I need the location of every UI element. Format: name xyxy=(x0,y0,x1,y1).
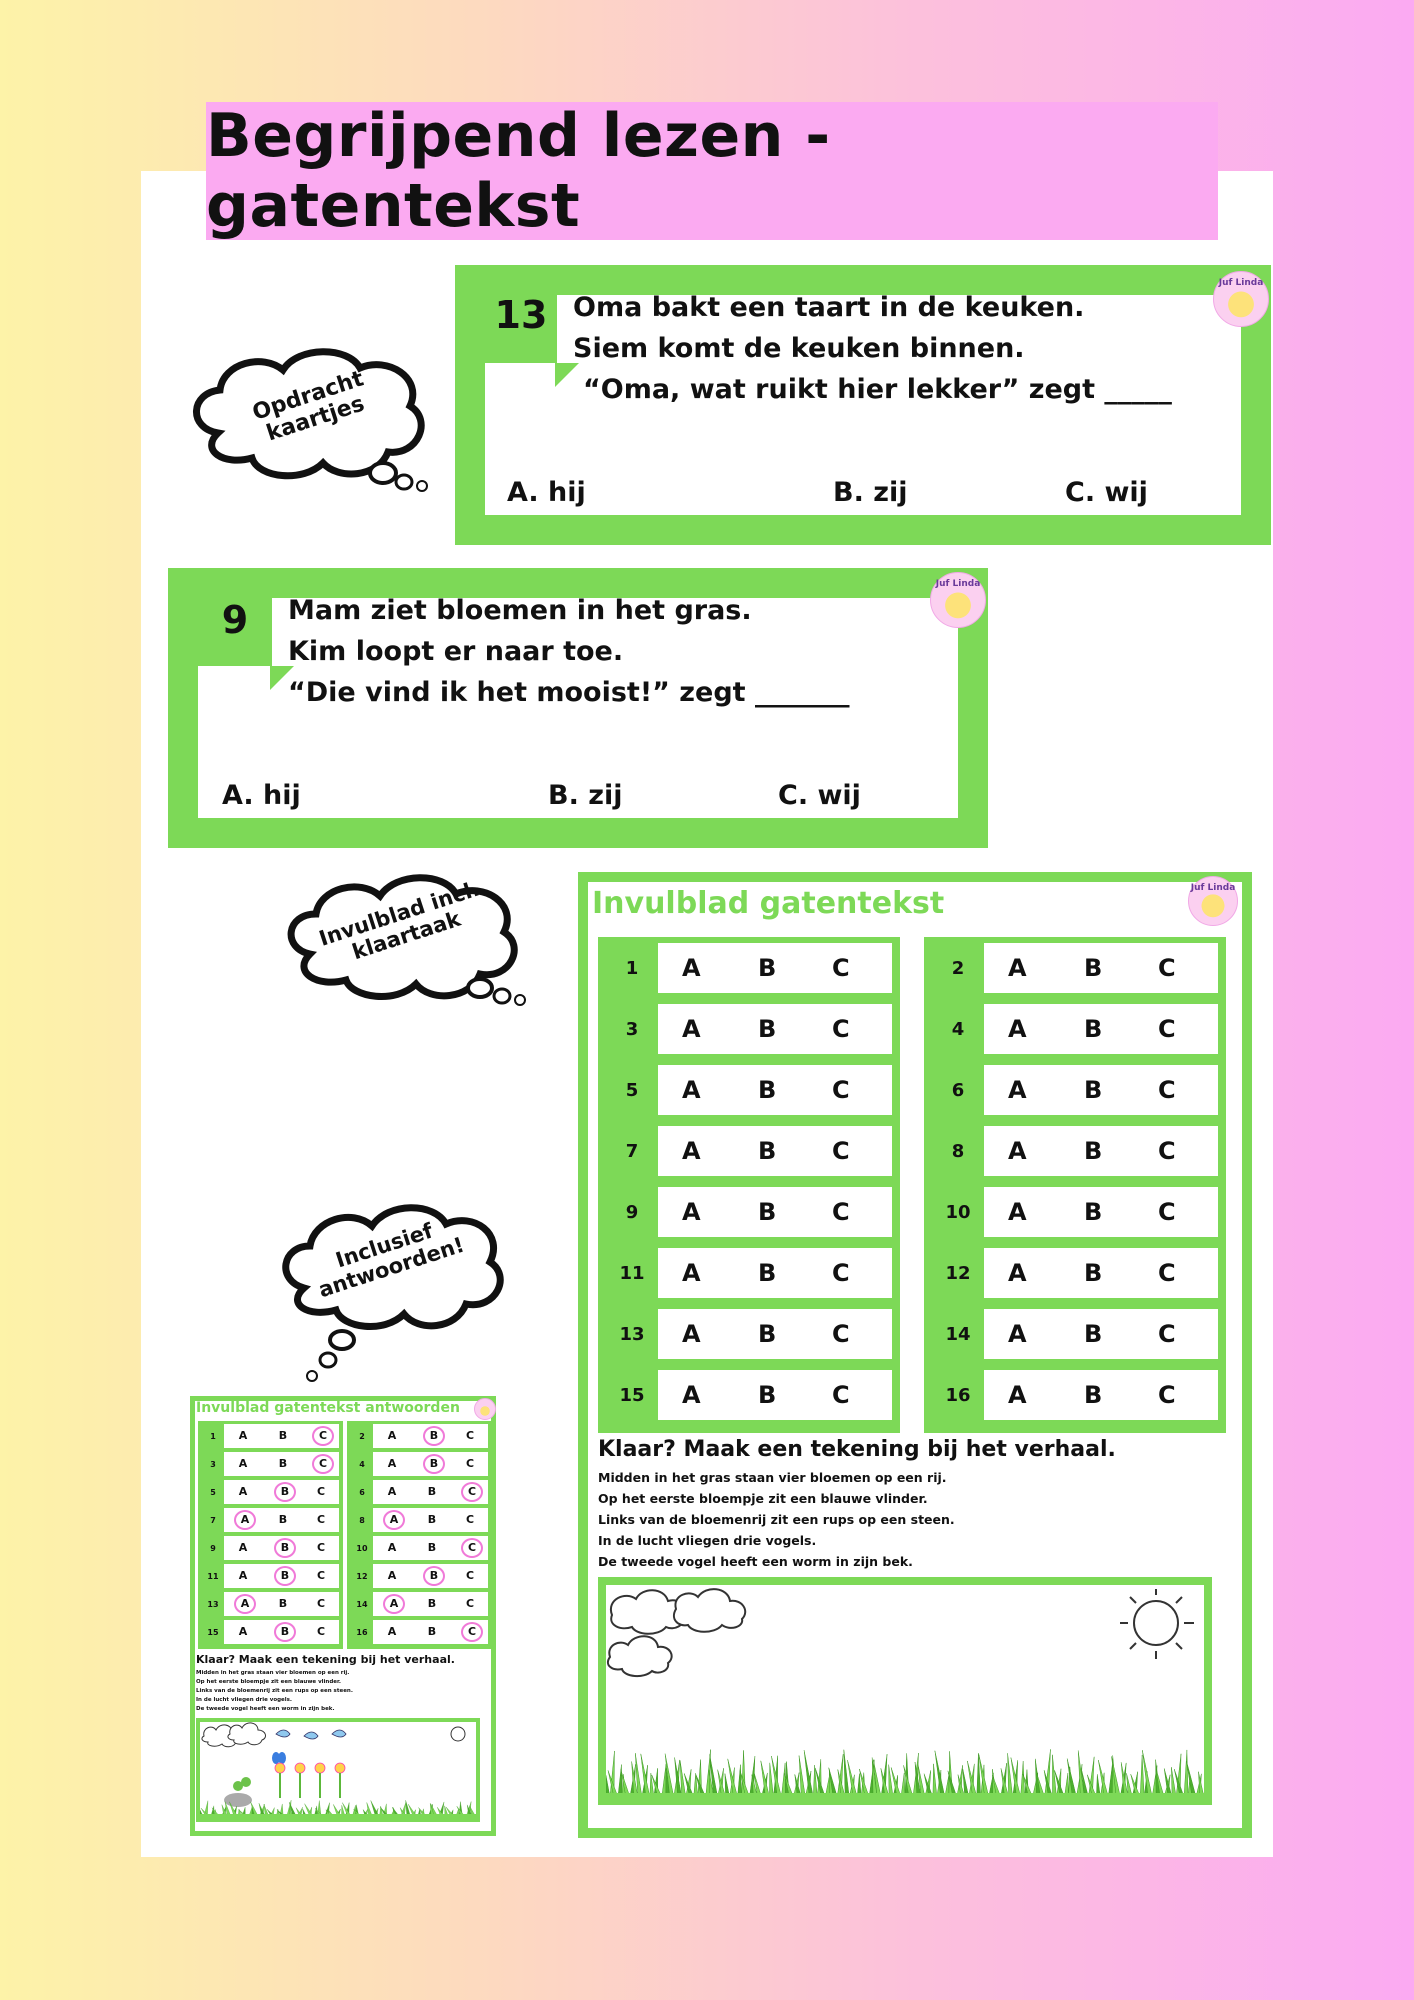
correct-answer: A xyxy=(234,1594,256,1614)
choice-c[interactable]: C xyxy=(1158,1076,1176,1104)
choice-a: A xyxy=(238,1457,248,1470)
choice-b[interactable]: B xyxy=(1084,1198,1103,1226)
answer-row[interactable] xyxy=(606,1004,892,1054)
grid-column-odd xyxy=(598,937,900,1433)
choice-a: A xyxy=(387,1485,397,1498)
choice-c: C xyxy=(465,1457,475,1470)
choice-a[interactable]: A xyxy=(682,954,701,982)
choice-a[interactable]: A xyxy=(1008,1381,1027,1409)
choice-a: A xyxy=(238,1429,248,1442)
card-line-3: “Oma, wat ruikt hier lekker” zegt _____ xyxy=(583,374,1172,405)
choice-c[interactable]: C xyxy=(1158,1259,1176,1287)
question-number: 9 xyxy=(606,1187,658,1237)
question-number: 5 xyxy=(606,1065,658,1115)
answer-row[interactable] xyxy=(932,1309,1218,1359)
choice-a[interactable]: A xyxy=(682,1015,701,1043)
answer-row[interactable] xyxy=(606,1065,892,1115)
choice-c[interactable]: C xyxy=(832,1198,850,1226)
choice-b[interactable]: B xyxy=(758,1076,777,1104)
answer-key-row xyxy=(202,1564,339,1588)
answer-row[interactable] xyxy=(932,1065,1218,1115)
question-number: 14 xyxy=(932,1309,984,1359)
cloud-label: Inclusief antwoorden! xyxy=(315,1218,468,1303)
card-line-2: Siem komt de keuken binnen. xyxy=(573,333,1025,364)
choice-c: C xyxy=(465,1513,475,1526)
choice-c[interactable]: C xyxy=(1158,1137,1176,1165)
choice-a[interactable]: A xyxy=(682,1137,701,1165)
question-number: 10 xyxy=(932,1187,984,1237)
answer-row[interactable] xyxy=(606,1370,892,1420)
question-number: 3 xyxy=(202,1452,224,1476)
answer-key-row xyxy=(351,1452,488,1476)
correct-answer: A xyxy=(383,1510,405,1530)
question-number: 2 xyxy=(932,943,984,993)
correct-answer: A xyxy=(383,1594,405,1614)
answer-row[interactable] xyxy=(932,1248,1218,1298)
correct-answer: B xyxy=(274,1482,296,1502)
choice-c: C xyxy=(316,1597,326,1610)
choice-c: C xyxy=(465,1429,475,1442)
choice-b[interactable]: B xyxy=(1084,1259,1103,1287)
sentence: Op het eerste bloempje zit een blauwe vlinder. xyxy=(598,1491,928,1506)
sun-icon xyxy=(451,1727,465,1741)
answer-key-row xyxy=(202,1508,339,1532)
choice-a: A xyxy=(387,1457,397,1470)
correct-answer: A xyxy=(234,1510,256,1530)
choice-c: C xyxy=(316,1569,326,1582)
correct-answer: B xyxy=(274,1538,296,1558)
answer-key-row xyxy=(351,1536,488,1560)
correct-answer: B xyxy=(423,1426,445,1446)
choice-b: B xyxy=(427,1485,437,1498)
answer-key-row xyxy=(351,1592,488,1616)
choice-a: A xyxy=(387,1541,397,1554)
choice-a[interactable]: A xyxy=(1008,1137,1027,1165)
answer-sheet-title: Invulblad gatentekst antwoorden xyxy=(196,1400,460,1416)
choice-c[interactable]: C xyxy=(1158,1198,1176,1226)
drawing-example xyxy=(196,1718,480,1822)
sentence: Midden in het gras staan vier bloemen op een rij. xyxy=(196,1670,350,1676)
correct-answer: B xyxy=(274,1566,296,1586)
sentence: Midden in het gras staan vier bloemen op een rij. xyxy=(598,1470,947,1485)
question-number: 13 xyxy=(606,1309,658,1359)
answer-row[interactable] xyxy=(932,1187,1218,1237)
correct-answer: C xyxy=(461,1482,483,1502)
answer-row[interactable] xyxy=(606,1187,892,1237)
choice-b: B xyxy=(427,1513,437,1526)
choice-c: C xyxy=(316,1485,326,1498)
question-number: 1 xyxy=(606,943,658,993)
answer-row[interactable] xyxy=(606,943,892,993)
question-number: 15 xyxy=(606,1370,658,1420)
page-title: Begrijpend lezen - gatentekst xyxy=(206,101,831,241)
answer-row[interactable] xyxy=(606,1309,892,1359)
choice-c[interactable]: C xyxy=(832,954,850,982)
choice-a[interactable]: A xyxy=(1008,1015,1027,1043)
correct-answer: C xyxy=(312,1426,334,1446)
sentence: Links van de bloemenrij zit een rups op een steen. xyxy=(598,1512,955,1527)
choice-a: A xyxy=(387,1569,397,1582)
sentence: Links van de bloemenrij zit een rups op een steen. xyxy=(196,1688,353,1694)
option-c: C. wij xyxy=(1065,477,1148,508)
answer-row[interactable] xyxy=(932,943,1218,993)
cloud-label: Invulblad incl. klaartaak xyxy=(316,876,483,965)
choice-b[interactable]: B xyxy=(1084,954,1103,982)
answer-key-row xyxy=(202,1424,339,1448)
correct-answer: C xyxy=(461,1538,483,1558)
choice-b[interactable]: B xyxy=(1084,1137,1103,1165)
card-line-2: Kim loopt er naar toe. xyxy=(288,636,624,667)
choice-a[interactable]: A xyxy=(1008,1076,1027,1104)
juf-linda-logo: Juf Linda xyxy=(930,572,986,628)
question-number: 8 xyxy=(351,1508,373,1532)
card-line-1: Mam ziet bloemen in het gras. xyxy=(288,595,752,626)
answer-key-column xyxy=(347,1421,492,1649)
title-banner xyxy=(206,102,1218,240)
choice-c[interactable]: C xyxy=(1158,954,1176,982)
klaartaak-heading: Klaar? Maak een tekening bij het verhaal. xyxy=(196,1653,455,1666)
sentence: In de lucht vliegen drie vogels. xyxy=(196,1697,293,1703)
card-line-1: Oma bakt een taart in de keuken. xyxy=(573,292,1085,323)
choice-a: A xyxy=(238,1541,248,1554)
choice-a: A xyxy=(238,1625,248,1638)
correct-answer: B xyxy=(274,1622,296,1642)
drawing-area xyxy=(598,1577,1212,1805)
choice-c[interactable]: C xyxy=(832,1015,850,1043)
answer-key-row xyxy=(202,1536,339,1560)
answer-key-row xyxy=(202,1592,339,1616)
question-number: 14 xyxy=(351,1592,373,1616)
answer-key-row xyxy=(202,1452,339,1476)
choice-a[interactable]: A xyxy=(682,1320,701,1348)
choice-b: B xyxy=(427,1541,437,1554)
choice-c[interactable]: C xyxy=(1158,1381,1176,1409)
choice-a[interactable]: A xyxy=(682,1076,701,1104)
cloud-label: Opdracht kaartjes xyxy=(249,366,368,447)
choice-a: A xyxy=(387,1625,397,1638)
choice-c[interactable]: C xyxy=(1158,1015,1176,1043)
choice-b[interactable]: B xyxy=(758,954,777,982)
question-number: 12 xyxy=(351,1564,373,1588)
task-card-9 xyxy=(168,568,988,848)
grid-column-even xyxy=(924,937,1226,1433)
answer-row[interactable] xyxy=(606,1126,892,1176)
correct-answer: B xyxy=(423,1566,445,1586)
worksheet-title: Invulblad gatentekst xyxy=(592,886,945,921)
sentence: De tweede vogel heeft een worm in zijn bek. xyxy=(196,1706,335,1712)
choice-c[interactable]: C xyxy=(832,1381,850,1409)
choice-b[interactable]: B xyxy=(758,1198,777,1226)
sentence: De tweede vogel heeft een worm in zijn bek. xyxy=(598,1554,913,1569)
card-line-3: “Die vind ik het mooist!” zegt _______ xyxy=(288,677,850,708)
choice-c: C xyxy=(316,1625,326,1638)
question-number: 7 xyxy=(606,1126,658,1176)
question-number: 9 xyxy=(202,1536,224,1560)
grass-icon xyxy=(606,1749,1204,1797)
choice-b[interactable]: B xyxy=(758,1259,777,1287)
choice-a[interactable]: A xyxy=(1008,954,1027,982)
sentence: Op het eerste bloempje zit een blauwe vlinder. xyxy=(196,1679,342,1685)
option-b: B. zij xyxy=(548,780,623,811)
question-number: 11 xyxy=(606,1248,658,1298)
answer-key-row xyxy=(351,1480,488,1504)
caterpillar-icon xyxy=(224,1777,252,1807)
choice-a: A xyxy=(238,1485,248,1498)
cloud-opdracht-kaartjes xyxy=(178,338,446,508)
question-number: 7 xyxy=(202,1508,224,1532)
answer-sheet xyxy=(190,1396,496,1836)
question-number: 1 xyxy=(202,1424,224,1448)
choice-b: B xyxy=(278,1429,288,1442)
choice-c: C xyxy=(316,1541,326,1554)
answer-key-row xyxy=(351,1620,488,1644)
choice-c[interactable]: C xyxy=(832,1137,850,1165)
choice-b[interactable]: B xyxy=(1084,1076,1103,1104)
choice-b[interactable]: B xyxy=(758,1320,777,1348)
answer-key-column xyxy=(198,1421,343,1649)
bird-icon xyxy=(276,1730,346,1739)
butterfly-icon xyxy=(272,1752,286,1764)
question-number: 4 xyxy=(351,1452,373,1476)
question-number: 16 xyxy=(932,1370,984,1420)
juf-linda-logo: Juf Linda xyxy=(1213,271,1269,327)
choice-a[interactable]: A xyxy=(682,1198,701,1226)
answer-key-row xyxy=(351,1424,488,1448)
question-number: 11 xyxy=(202,1564,224,1588)
choice-c[interactable]: C xyxy=(832,1320,850,1348)
correct-answer: B xyxy=(423,1454,445,1474)
question-number: 13 xyxy=(202,1592,224,1616)
option-b: B. zij xyxy=(833,477,908,508)
task-card-13 xyxy=(455,265,1271,545)
choice-c: C xyxy=(465,1597,475,1610)
choice-c: C xyxy=(316,1513,326,1526)
cloud-inclusief-antwoorden xyxy=(268,1190,508,1400)
option-a: A. hij xyxy=(222,780,301,811)
choice-c[interactable]: C xyxy=(832,1259,850,1287)
choice-a: A xyxy=(387,1429,397,1442)
choice-c[interactable]: C xyxy=(1158,1320,1176,1348)
choice-c[interactable]: C xyxy=(832,1076,850,1104)
choice-a[interactable]: A xyxy=(682,1259,701,1287)
choice-b[interactable]: B xyxy=(758,1137,777,1165)
answer-row[interactable] xyxy=(932,1004,1218,1054)
question-number: 15 xyxy=(202,1620,224,1644)
question-number: 2 xyxy=(351,1424,373,1448)
choice-a[interactable]: A xyxy=(682,1381,701,1409)
question-number: 12 xyxy=(932,1248,984,1298)
choice-b[interactable]: B xyxy=(758,1381,777,1409)
choice-b: B xyxy=(427,1597,437,1610)
correct-answer: C xyxy=(461,1622,483,1642)
juf-linda-logo xyxy=(474,1398,496,1420)
question-number: 3 xyxy=(606,1004,658,1054)
option-c: C. wij xyxy=(778,780,861,811)
choice-b: B xyxy=(427,1625,437,1638)
question-number: 4 xyxy=(932,1004,984,1054)
choice-a[interactable]: A xyxy=(1008,1198,1027,1226)
question-number: 6 xyxy=(351,1480,373,1504)
choice-b[interactable]: B xyxy=(1084,1015,1103,1043)
choice-b[interactable]: B xyxy=(758,1015,777,1043)
choice-a[interactable]: A xyxy=(1008,1259,1027,1287)
klaartaak-heading: Klaar? Maak een tekening bij het verhaal. xyxy=(598,1437,1116,1462)
choice-b: B xyxy=(278,1597,288,1610)
question-number: 5 xyxy=(202,1480,224,1504)
option-a: A. hij xyxy=(507,477,586,508)
choice-b: B xyxy=(278,1457,288,1470)
sentence: In de lucht vliegen drie vogels. xyxy=(598,1533,817,1548)
cloud-invulblad xyxy=(272,862,534,1022)
question-number: 6 xyxy=(932,1065,984,1115)
answer-row[interactable] xyxy=(932,1370,1218,1420)
choice-a: A xyxy=(238,1569,248,1582)
answer-key-row xyxy=(351,1508,488,1532)
drawing-scene xyxy=(200,1722,476,1818)
choice-b[interactable]: B xyxy=(1084,1381,1103,1409)
answer-key-row xyxy=(202,1620,339,1644)
card-number: 13 xyxy=(494,293,548,337)
answer-key-row xyxy=(202,1480,339,1504)
flower-icon xyxy=(275,1763,345,1773)
worksheet-invulblad xyxy=(578,872,1252,1838)
card-number: 9 xyxy=(221,598,249,642)
drawing-scene xyxy=(606,1585,1204,1797)
correct-answer: C xyxy=(312,1454,334,1474)
choice-b[interactable]: B xyxy=(1084,1320,1103,1348)
answer-row[interactable] xyxy=(932,1126,1218,1176)
question-number: 16 xyxy=(351,1620,373,1644)
choice-c: C xyxy=(465,1569,475,1582)
sun-icon xyxy=(1120,1589,1194,1659)
question-number: 8 xyxy=(932,1126,984,1176)
choice-a[interactable]: A xyxy=(1008,1320,1027,1348)
juf-linda-logo: Juf Linda xyxy=(1188,876,1238,926)
answer-key-row xyxy=(351,1564,488,1588)
choice-b: B xyxy=(278,1513,288,1526)
answer-row[interactable] xyxy=(606,1248,892,1298)
question-number: 10 xyxy=(351,1536,373,1560)
